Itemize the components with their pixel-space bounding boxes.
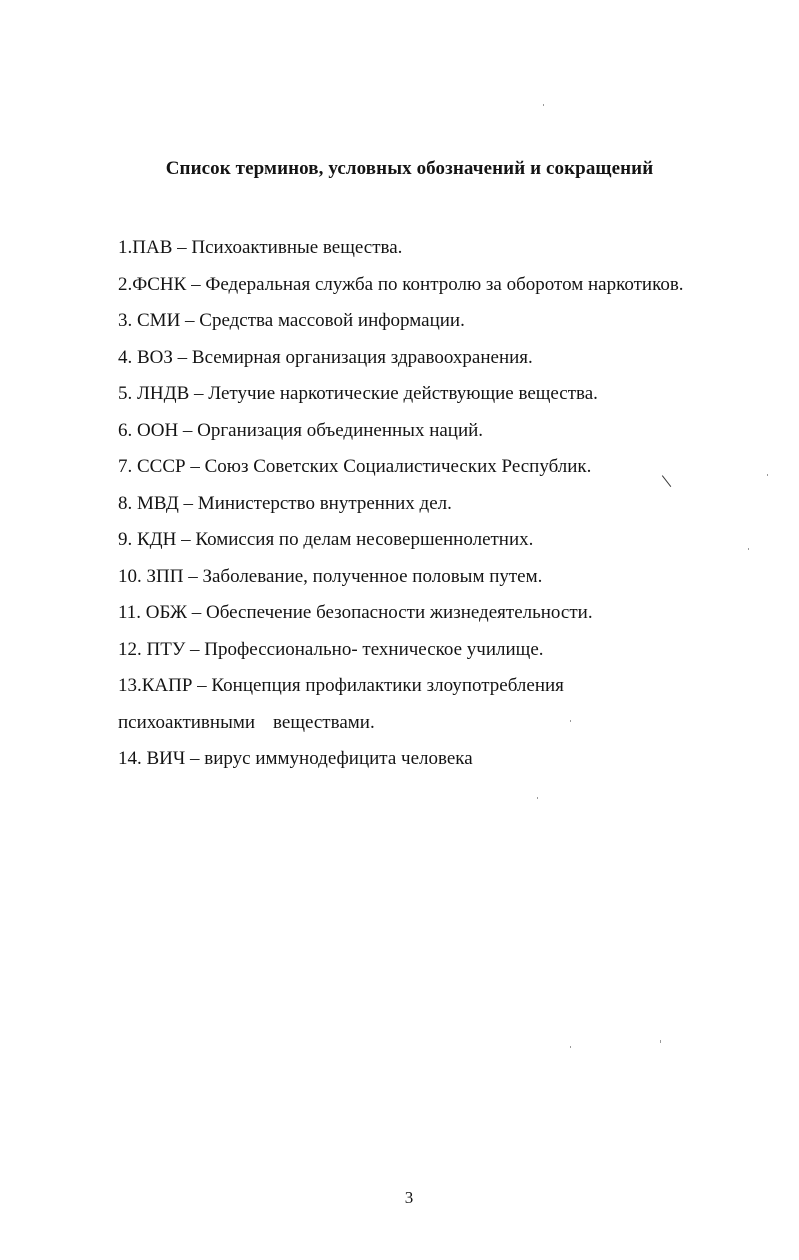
- list-item: 8. МВД – Министерство внутренних дел.: [118, 492, 452, 514]
- list-item: 7. СССР – Союз Советских Социалистических Республик.: [118, 456, 592, 477]
- list-item: 1.ПАВ – Психоактивные вещества.: [118, 237, 403, 258]
- page-title: Список терминов, условных обозначений и сокращений: [165, 158, 654, 179]
- list-item: 5. ЛНДВ – Летучие наркотические действующие вещества.: [118, 383, 598, 404]
- scan-speck: [537, 797, 538, 799]
- list-item: 13.КАПР – Концепция профилактики злоупотребления: [118, 675, 564, 696]
- scan-speck: [660, 1040, 661, 1043]
- list-item: 9. КДН – Комиссия по делам несовершеннолетних.: [118, 529, 534, 550]
- list-item: 6. ООН – Организация объединенных наций.: [118, 419, 484, 441]
- continuation-word: психоактивными: [118, 711, 256, 733]
- list-item-continuation: [118, 705, 758, 742]
- page-number: 3: [404, 1188, 414, 1207]
- list-item: 14. ВИЧ – вирус иммунодефицита человека: [118, 748, 473, 769]
- scan-speck: [570, 720, 571, 722]
- scan-speck: [767, 474, 768, 476]
- abbreviation-list: [118, 230, 758, 778]
- continuation-word: веществами.: [273, 711, 375, 733]
- list-item: 12. ПТУ – Профессионально- техническое училище.: [118, 638, 544, 660]
- list-item: 11. ОБЖ – Обеспечение безопасности жизнедеятельности.: [118, 602, 593, 623]
- list-item: 2.ФСНК – Федеральная служба по контролю за оборотом наркотиков.: [118, 273, 684, 295]
- list-item: 4. ВОЗ – Всемирная организация здравоохранения.: [118, 346, 533, 368]
- list-item: 10. ЗПП – Заболевание, полученное половым путем.: [118, 565, 543, 587]
- list-item: 3. СМИ – Средства массовой информации.: [118, 310, 465, 331]
- scan-speck: [748, 548, 749, 550]
- scan-speck: [570, 1046, 571, 1048]
- scan-speck: [543, 104, 544, 106]
